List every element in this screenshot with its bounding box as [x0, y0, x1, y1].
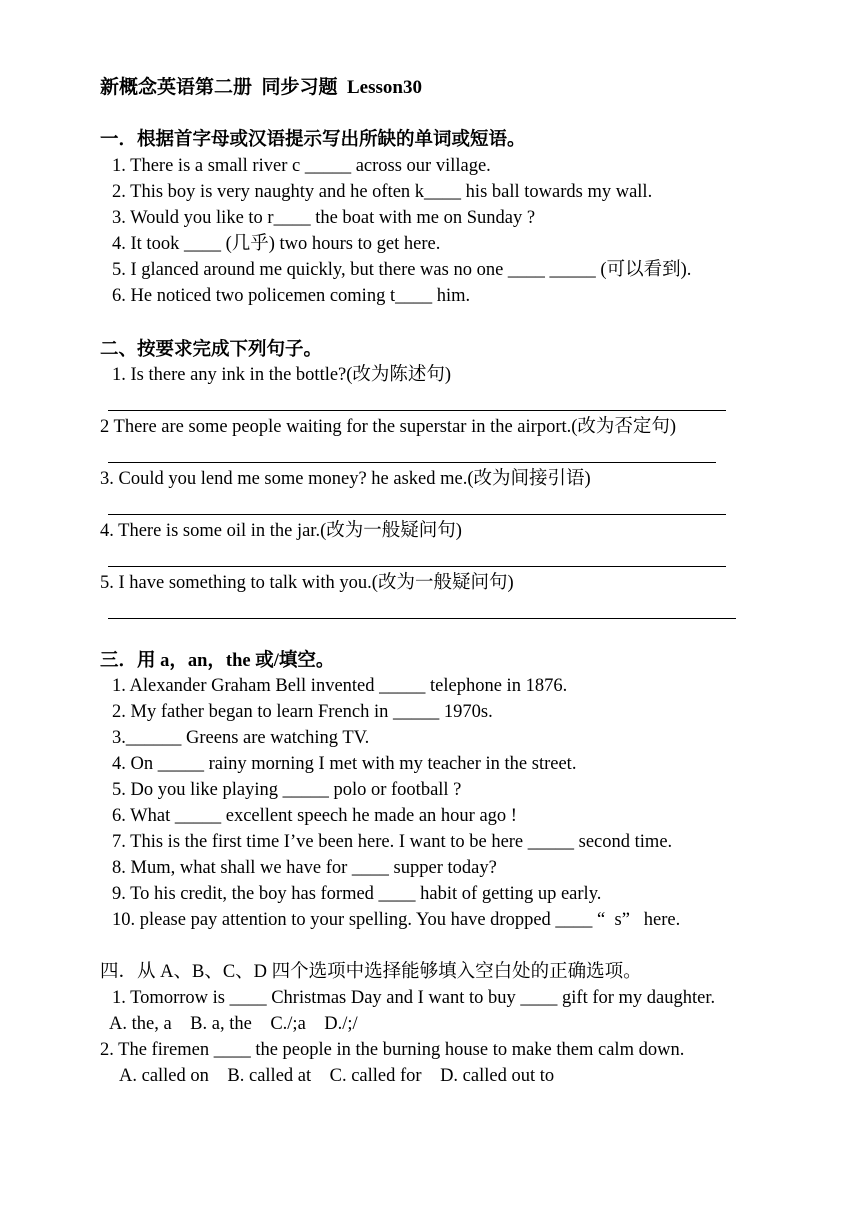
section1-item-4: 4. It took ____ (几乎) two hours to get here.: [112, 234, 441, 254]
section2-heading: 二、按要求完成下列句子。: [100, 340, 323, 360]
section4-question-2: 2. The firemen ____ the people in the burning house to make them calm down.: [100, 1040, 685, 1060]
section2-item-3: 3. Could you lend me some money? he asked me.(改为间接引语): [100, 469, 591, 489]
section3-item-8: 8. Mum, what shall we have for ____ supper today?: [112, 858, 497, 878]
answer-line-1[interactable]: [108, 410, 726, 411]
section3-item-9: 9. To his credit, the boy has formed ____ habit of getting up early.: [112, 884, 602, 904]
section3-item-7: 7. This is the first time I’ve been here. I want to be here _____ second time.: [112, 832, 673, 852]
section3-item-10: 10. please pay attention to your spelling. You have dropped ____ “ s” here.: [112, 910, 681, 930]
section2-item-1: 1. Is there any ink in the bottle?(改为陈述句): [112, 365, 452, 385]
answer-line-5[interactable]: [108, 618, 736, 619]
section2-item-5: 5. I have something to talk with you.(改为一般疑问句): [100, 573, 514, 593]
section3-item-3: 3.______ Greens are watching TV.: [112, 728, 370, 748]
section1-item-5: 5. I glanced around me quickly, but there was no one ____ _____ (可以看到).: [112, 260, 692, 280]
section1-heading: 一．根据首字母或汉语提示写出所缺的单词或短语。: [100, 130, 526, 150]
section2-item-2: 2 There are some people waiting for the superstar in the airport.(改为否定句): [100, 417, 677, 437]
answer-line-4[interactable]: [108, 566, 726, 567]
section2-item-4: 4. There is some oil in the jar.(改为一般疑问句): [100, 521, 462, 541]
section4-question-1: 1. Tomorrow is ____ Christmas Day and I want to buy ____ gift for my daughter.: [112, 988, 716, 1008]
page-title: 新概念英语第二册 同步习题 Lesson30: [100, 77, 422, 98]
section1-item-2: 2. This boy is very naughty and he often k____ his ball towards my wall.: [112, 182, 653, 202]
section3-item-6: 6. What _____ excellent speech he made an hour ago !: [112, 806, 517, 826]
section3-item-2: 2. My father began to learn French in _____ 1970s.: [112, 702, 493, 722]
section4-options-2: A. called on B. called at C. called for D. called out to: [119, 1066, 555, 1086]
section1-item-3: 3. Would you like to r____ the boat with me on Sunday ?: [112, 208, 536, 228]
section3-item-4: 4. On _____ rainy morning I met with my teacher in the street.: [112, 754, 577, 774]
answer-line-2[interactable]: [108, 462, 716, 463]
section1-item-6: 6. He noticed two policemen coming t____ him.: [112, 286, 471, 306]
section3-item-1: 1. Alexander Graham Bell invented _____ telephone in 1876.: [112, 676, 568, 696]
section1-item-1: 1. There is a small river c _____ across our village.: [112, 156, 491, 176]
section4-options-1: A. the, a B. a, the C./;a D./;/: [109, 1014, 358, 1034]
section3-heading: 三．用 a，an，the 或/填空。: [100, 651, 335, 671]
section4-heading: 四．从 A、B、C、D 四个选项中选择能够填入空白处的正确选项。: [100, 962, 642, 982]
answer-line-3[interactable]: [108, 514, 726, 515]
section3-item-5: 5. Do you like playing _____ polo or football ?: [112, 780, 462, 800]
